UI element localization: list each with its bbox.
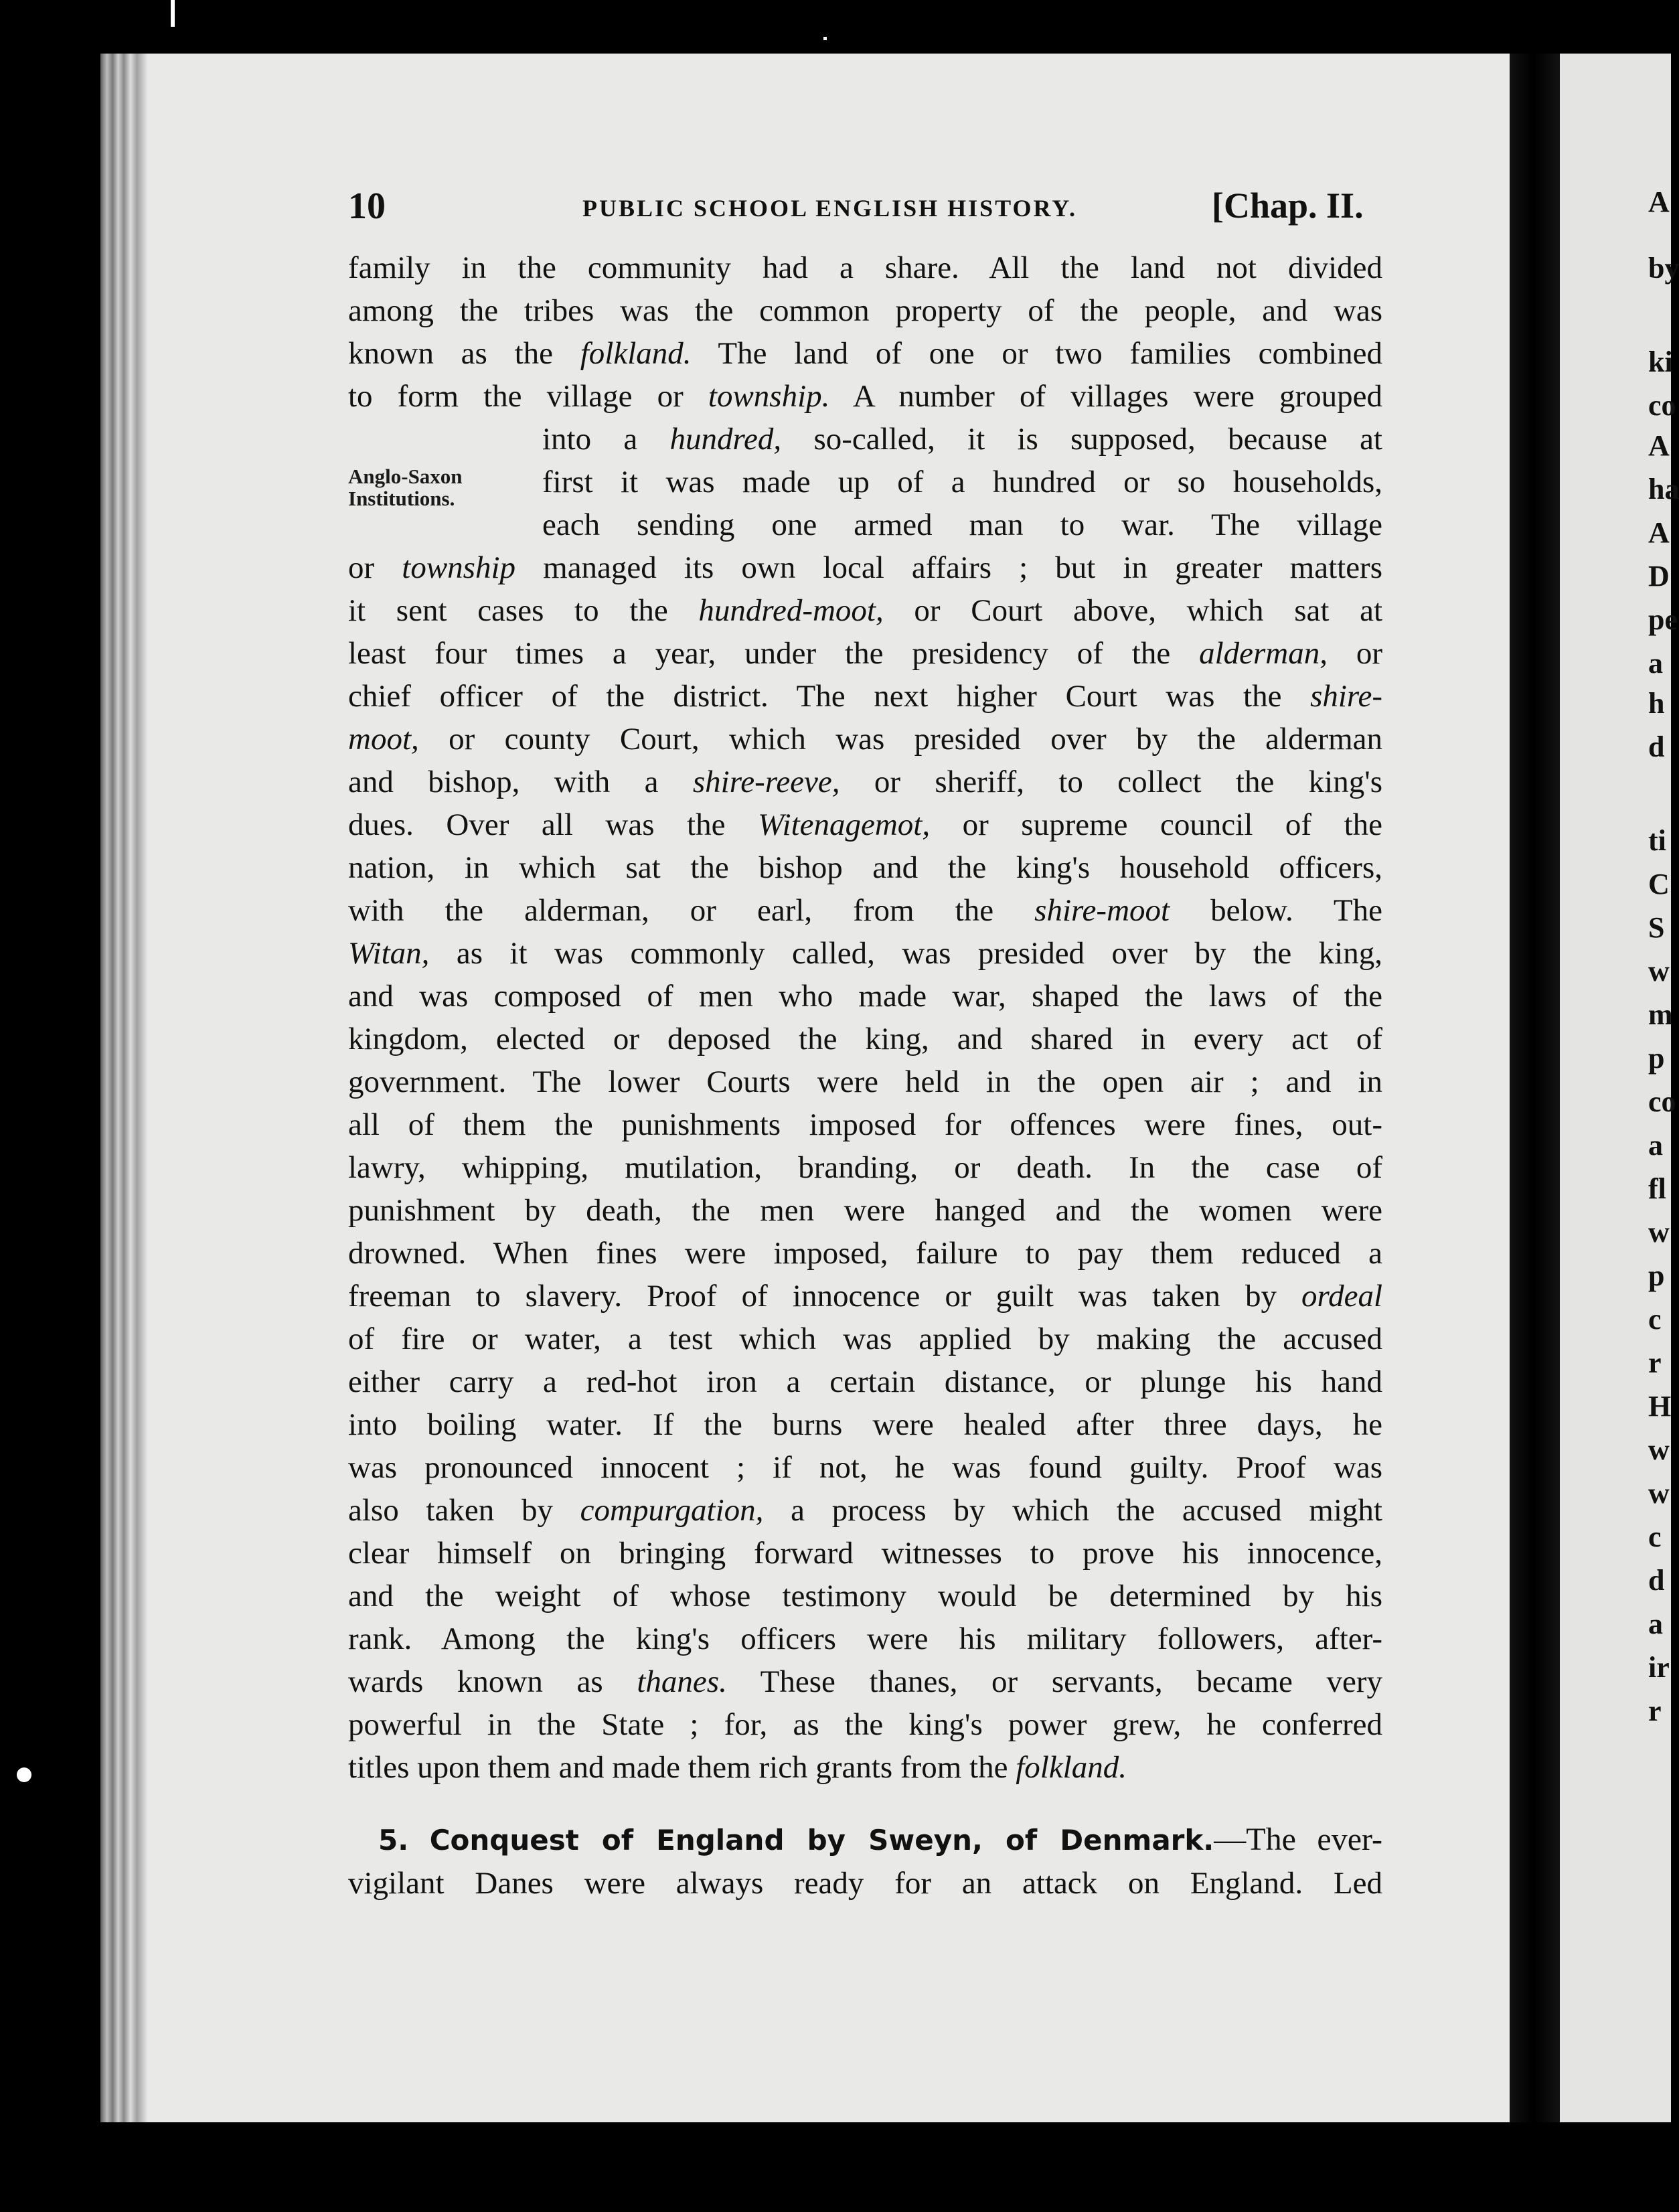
facing-letter: ha — [1648, 473, 1679, 505]
italic-term: Witenagemot, — [757, 807, 931, 842]
italic-term: township — [402, 550, 516, 585]
text-line: lawry, whipping, mutilation, branding, or death. In the case of — [348, 1150, 1382, 1185]
scan-speck — [823, 37, 827, 40]
italic-term: folkland. — [1016, 1750, 1127, 1785]
text-line: was pronounced innocent ; if not, he was found guilty. Proof was — [348, 1450, 1382, 1485]
text-line: dues. Over all was the Witenagemot, or supreme council of the — [348, 807, 1382, 842]
text-line: first it was made up of a hundred or so households, — [542, 465, 1382, 499]
italic-term: moot, — [348, 722, 419, 757]
text-line: and the weight of whose testimony would be determined by his — [348, 1579, 1382, 1613]
section-number: 5. — [378, 1824, 409, 1856]
facing-letter: ki — [1648, 345, 1673, 378]
italic-term: Witan, — [348, 936, 430, 971]
text-line: titles upon them and made them rich grants from the folkland. — [348, 1750, 1127, 1785]
text-line: chief officer of the district. The next higher Court was the shire- — [348, 679, 1382, 714]
text-line: wards known as thanes. These thanes, or servants, became very — [348, 1664, 1382, 1699]
italic-term: shire-moot — [1034, 893, 1170, 928]
text-line: it sent cases to the hundred-moot, or Court above, which sat at — [348, 593, 1383, 628]
facing-letter: a — [1648, 1607, 1663, 1640]
facing-letter: S — [1648, 911, 1665, 944]
facing-letter: D — [1648, 560, 1670, 592]
facing-letter: pe — [1648, 603, 1678, 636]
text-line: family in the community had a share. All the land not divided — [348, 250, 1382, 285]
italic-term: thanes. — [637, 1664, 727, 1699]
text-line: also taken by compurgation, a process by which the accused might — [348, 1493, 1382, 1528]
facing-letter: r — [1648, 1694, 1662, 1727]
italic-term: folkland. — [580, 336, 692, 371]
italic-term: alderman, — [1199, 636, 1328, 671]
text-line: rank. Among the king's officers were his military followers, after- — [348, 1622, 1382, 1656]
italic-term: compurgation, — [580, 1493, 764, 1528]
text-line: to form the village or township. A number of villages were grouped — [348, 379, 1382, 414]
page-number: 10 — [348, 185, 386, 227]
italic-term: shire- — [1310, 679, 1382, 714]
text-line: or township managed its own local affairs ; but in greater matters — [348, 550, 1382, 585]
text-line: into a hundred, so-called, it is supposed, because at — [542, 422, 1382, 457]
italic-term: shire-reeve, — [692, 765, 840, 799]
facing-letter: p — [1648, 1042, 1665, 1075]
facing-letter: a — [1648, 1129, 1663, 1162]
scan-speck — [171, 0, 175, 27]
scan-speck — [17, 1767, 31, 1782]
margin-note-line: Anglo-Saxon — [348, 465, 463, 488]
text-line: and bishop, with a shire-reeve, or sheriff, to collect the king's — [348, 765, 1382, 799]
text-line: clear himself on bringing forward witnesses to prove his innocence, — [348, 1536, 1382, 1571]
chapter-label: [Chap. II. — [1212, 185, 1364, 226]
text-line: drowned. When fines were imposed, failure to pay them reduced a — [348, 1236, 1382, 1271]
facing-letter: w — [1648, 1477, 1670, 1510]
facing-letter: d — [1648, 730, 1665, 763]
section-title: Conquest of England by Sweyn, of Denmark. — [429, 1824, 1214, 1856]
section-text-line: vigilant Danes were always ready for an attack on England. Led — [348, 1866, 1382, 1901]
text-line: among the tribes was the common property of the people, and was — [348, 293, 1382, 328]
facing-letter: m — [1648, 998, 1673, 1031]
facing-letter: r — [1648, 1346, 1662, 1379]
stacked-page-edges — [100, 54, 147, 2122]
text-line: with the alderman, or earl, from the shire-moot below. The — [348, 893, 1382, 928]
text-line: all of them the punishments imposed for offences were fines, out- — [348, 1107, 1382, 1142]
text-line: Witan, as it was commonly called, was presided over by the king, — [348, 936, 1382, 971]
text-line: into boiling water. If the burns were healed after three days, he — [348, 1407, 1382, 1442]
facing-letter: A — [1648, 516, 1670, 549]
text-line: either carry a red-hot iron a certain distance, or plunge his hand — [348, 1364, 1382, 1399]
running-head-title: PUBLIC SCHOOL ENGLISH HISTORY. — [582, 195, 1077, 222]
text-line: nation, in which sat the bishop and the king's household officers, — [348, 850, 1382, 885]
section-heading — [378, 1818, 1382, 1861]
facing-letter: ti — [1648, 824, 1666, 857]
facing-letter: c — [1648, 1520, 1662, 1553]
text-line: kingdom, elected or deposed the king, and shared in every act of — [348, 1022, 1382, 1056]
facing-letter: A — [1648, 185, 1670, 218]
italic-term: hundred, — [669, 422, 782, 457]
section-text: —The ever- — [1214, 1822, 1382, 1857]
text-line: moot, or county Court, which was presided over by the alderman — [348, 722, 1382, 757]
italic-term: township. — [708, 379, 830, 414]
margin-note-line: Institutions. — [348, 487, 455, 510]
running-head — [348, 185, 1379, 238]
facing-letter: w — [1648, 1433, 1670, 1466]
text-line: known as the folkland. The land of one or two families combined — [348, 336, 1382, 371]
facing-letter: fl — [1648, 1172, 1666, 1205]
facing-letter: h — [1648, 687, 1665, 720]
facing-letter: w — [1648, 1216, 1670, 1249]
text-line: each sending one armed man to war. The village — [542, 507, 1382, 542]
text-line: punishment by death, the men were hanged and the women were — [348, 1193, 1382, 1228]
facing-letter: ir — [1648, 1651, 1670, 1684]
facing-letter: w — [1648, 955, 1670, 988]
margin-note — [348, 465, 515, 509]
text-line: government. The lower Courts were held in the open air ; and in — [348, 1064, 1382, 1099]
text-line: least four times a year, under the presidency of the alderman, or — [348, 636, 1382, 671]
text-line: freeman to slavery. Proof of innocence or guilt was taken by ordeal — [348, 1279, 1382, 1314]
text-line: and was composed of men who made war, shaped the laws of the — [348, 979, 1382, 1014]
facing-letter: c — [1648, 1303, 1662, 1336]
facing-letter: by — [1648, 252, 1679, 285]
italic-term: ordeal — [1301, 1279, 1382, 1314]
facing-letter: p — [1648, 1259, 1665, 1292]
italic-term: hundred-moot, — [698, 593, 884, 628]
text-line: of fire or water, a test which was applied by making the accused — [348, 1322, 1382, 1356]
facing-letter: d — [1648, 1564, 1665, 1597]
facing-letter: A — [1648, 429, 1670, 462]
facing-letter: co — [1648, 389, 1676, 422]
facing-letter: co — [1648, 1085, 1676, 1118]
facing-letter: H — [1648, 1390, 1672, 1423]
facing-letter: C — [1648, 868, 1670, 900]
text-line: powerful in the State ; for, as the king's power grew, he conferred — [348, 1707, 1382, 1742]
facing-letter: a — [1648, 647, 1663, 680]
